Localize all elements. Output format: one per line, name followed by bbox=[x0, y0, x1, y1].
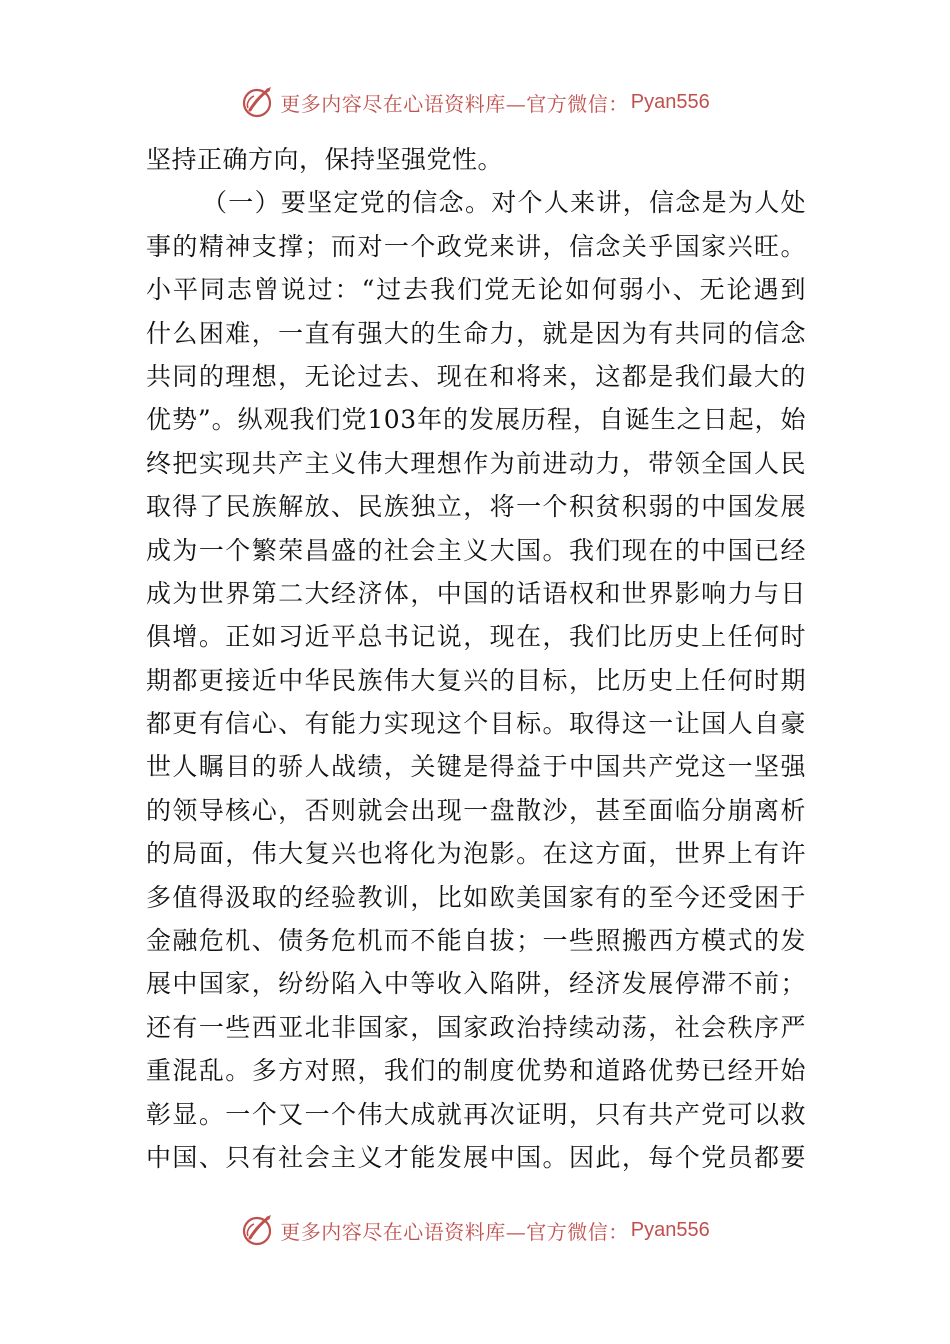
paragraph-line: 彰显。一个又一个伟大成就再次证明，只有共产党可以救 bbox=[146, 1099, 806, 1129]
paragraph-line: 什么困难，一直有强大的生命力，就是因为有共同的信念 bbox=[146, 318, 806, 348]
paragraph-line: 事的精神支撑；而对一个政党来讲，信念关乎国家兴旺。 bbox=[146, 231, 806, 261]
banner-text: 更多内容尽在心语资料库—官方微信： bbox=[280, 91, 629, 116]
paragraph-line: （一）要坚定党的信念。对个人来讲，信念是为人处 bbox=[202, 188, 806, 218]
pen-swirl-icon bbox=[240, 1212, 276, 1248]
paragraph-line: 成为一个繁荣昌盛的社会主义大国。我们现在的中国已经 bbox=[146, 535, 806, 565]
paragraph-line: 坚持正确方向，保持坚强党性。 bbox=[146, 145, 504, 174]
paragraph-line: 俱增。正如习近平总书记说，现在，我们比历史上任何时 bbox=[146, 622, 806, 652]
footer-watermark-banner bbox=[0, 1210, 950, 1250]
paragraph-line: 的领导核心，否则就会出现一盘散沙，甚至面临分崩离析 bbox=[146, 795, 806, 825]
paragraph-line: 终把实现共产主义伟大理想作为前进动力，带领全国人民 bbox=[146, 448, 806, 478]
paragraph-line: 世人瞩目的骄人战绩，关键是得益于中国共产党这一坚强 bbox=[146, 752, 806, 782]
paragraph-line: 的局面，伟大复兴也将化为泡影。在这方面，世界上有许 bbox=[146, 839, 806, 869]
paragraph-line: 成为世界第二大经济体，中国的话语权和世界影响力与日 bbox=[146, 578, 806, 608]
paragraph-line: 期都更接近中华民族伟大复兴的目标，比历史上任何时期 bbox=[146, 665, 806, 695]
banner-text: 更多内容尽在心语资料库—官方微信： bbox=[280, 1219, 629, 1244]
paragraph-line: 展中国家，纷纷陷入中等收入陷阱，经济发展停滞不前； bbox=[146, 969, 806, 999]
paragraph-line: 金融危机、债务危机而不能自拔；一些照搬西方模式的发 bbox=[146, 926, 806, 956]
paragraph-line: 多值得汲取的经验教训，比如欧美国家有的至今还受困于 bbox=[146, 882, 806, 912]
pen-swirl-icon bbox=[240, 84, 276, 120]
document-body bbox=[146, 138, 806, 1179]
paragraph-line: 都更有信心、有能力实现这个目标。取得这一让国人自豪 bbox=[146, 709, 806, 739]
paragraph-line: 小平同志曾说过：“过去我们党无论如何弱小、无论遇到 bbox=[146, 275, 806, 305]
paragraph-line: 重混乱。多方对照，我们的制度优势和道路优势已经开始 bbox=[146, 1056, 806, 1086]
banner-wechat-handle: Pyan556 bbox=[630, 1218, 710, 1241]
paragraph-line: 还有一些西亚北非国家，国家政治持续动荡，社会秩序严 bbox=[146, 1012, 806, 1042]
header-watermark-banner bbox=[0, 82, 950, 122]
banner-wechat-handle: Pyan556 bbox=[630, 90, 710, 113]
paragraph-line: 中国、只有社会主义才能发展中国。因此，每个党员都要 bbox=[146, 1142, 806, 1172]
paragraph-line: 优势”。纵观我们党103年的发展历程，自诞生之日起，始 bbox=[146, 405, 806, 435]
paragraph-line: 共同的理想，无论过去、现在和将来，这都是我们最大的 bbox=[146, 361, 806, 391]
paragraph-line: 取得了民族解放、民族独立，将一个积贫积弱的中国发展 bbox=[146, 492, 806, 522]
